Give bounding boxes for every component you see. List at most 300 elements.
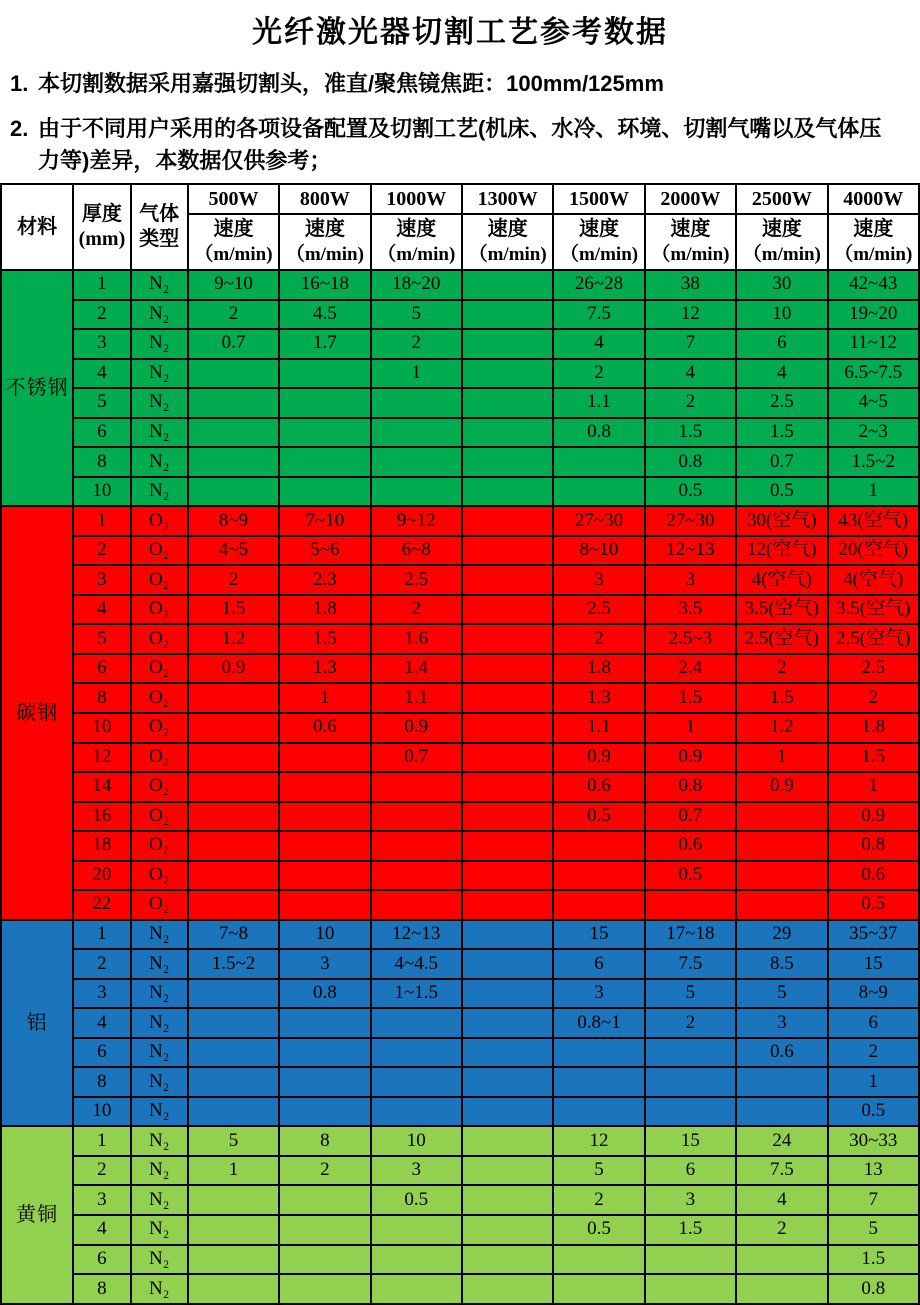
speed-cell-800w [279, 743, 370, 773]
speed-cell-1300w [462, 743, 553, 773]
speed-cell-2000w: 2 [645, 388, 736, 418]
speed-cell-800w [279, 861, 370, 891]
speed-cell-4000w: 20(空气) [828, 536, 919, 566]
header-speed-1000w [371, 214, 462, 270]
speed-cell-4000w: 42~43 [828, 270, 919, 300]
speed-cell-2000w: 12 [645, 300, 736, 330]
speed-cell-1500w: 0.8~1 [553, 1008, 644, 1038]
speed-cell-1000w [371, 802, 462, 832]
speed-cell-1000w: 0.7 [371, 743, 462, 773]
speed-cell-2500w: 1 [736, 743, 827, 773]
speed-cell-4000w: 1 [828, 477, 919, 507]
page-title: 光纤激光器切割工艺参考数据 [252, 16, 668, 49]
speed-label: 速度 [670, 218, 711, 240]
header-row-power [1, 184, 919, 214]
speed-cell-2500w: 30(空气) [736, 506, 827, 536]
speed-cell-1300w [462, 300, 553, 330]
speed-cell-1000w [371, 477, 462, 507]
speed-cell-500w: 1.2 [188, 624, 279, 654]
speed-cell-800w [279, 1067, 370, 1097]
speed-cell-2500w: 8.5 [736, 949, 827, 979]
header-power-1500w: 1500W [553, 184, 644, 214]
speed-cell-4000w: 35~37 [828, 920, 919, 950]
speed-cell-2000w: 1.5 [645, 418, 736, 448]
thickness-cell: 14 [73, 772, 130, 802]
gas-type-cell: O₂ [131, 624, 188, 654]
speed-cell-2500w: 2.5 [736, 388, 827, 418]
speed-cell-500w [188, 802, 279, 832]
speed-cell-500w: 9~10 [188, 270, 279, 300]
note-2 [10, 113, 914, 145]
speed-unit: （m/min) [468, 244, 547, 265]
speed-cell-1000w: 2 [371, 329, 462, 359]
thickness-cell: 22 [73, 890, 130, 920]
speed-cell-1300w [462, 506, 553, 536]
speed-cell-1300w [462, 1008, 553, 1038]
speed-cell-4000w: 1 [828, 772, 919, 802]
speed-cell-2000w: 0.8 [645, 447, 736, 477]
data-row-aluminum-2mm [1, 949, 919, 979]
data-row-carbon-steel-16mm [1, 802, 919, 832]
speed-cell-1500w [553, 1038, 644, 1068]
speed-cell-1000w: 1.6 [371, 624, 462, 654]
speed-cell-1300w [462, 388, 553, 418]
speed-cell-2000w: 0.7 [645, 802, 736, 832]
note-2-text-line1: 由于不同用户采用的各项设备配置及切割工艺(机床、水冷、环境、切割气嘴以及气体压 [38, 116, 882, 141]
speed-cell-1000w: 4~4.5 [371, 949, 462, 979]
thickness-cell: 5 [73, 388, 130, 418]
data-row-stainless-steel-1mm [1, 270, 919, 300]
speed-cell-1500w [553, 890, 644, 920]
speed-cell-1000w: 6~8 [371, 536, 462, 566]
thickness-cell: 4 [73, 1215, 130, 1245]
header-power-2500w: 2500W [736, 184, 827, 214]
speed-cell-1300w [462, 683, 553, 713]
speed-cell-800w: 4.5 [279, 300, 370, 330]
gas-type-cell: N₂ [131, 270, 188, 300]
speed-unit: （m/min) [377, 244, 456, 265]
data-row-carbon-steel-18mm [1, 831, 919, 861]
thickness-cell: 8 [73, 447, 130, 477]
speed-cell-1000w: 3 [371, 1156, 462, 1186]
data-row-carbon-steel-10mm [1, 713, 919, 743]
speed-label: 速度 [579, 218, 620, 240]
speed-cell-2500w: 2 [736, 1215, 827, 1245]
speed-cell-1300w [462, 624, 553, 654]
thickness-cell: 6 [73, 654, 130, 684]
gas-type-cell: O₂ [131, 713, 188, 743]
speed-cell-1300w [462, 1245, 553, 1275]
speed-cell-1000w [371, 1097, 462, 1127]
speed-cell-4000w: 4(空气) [828, 565, 919, 595]
speed-cell-500w [188, 1038, 279, 1068]
speed-cell-2500w [736, 1067, 827, 1097]
speed-cell-4000w: 3.5(空气) [828, 595, 919, 625]
speed-cell-800w: 7~10 [279, 506, 370, 536]
speed-cell-1300w [462, 979, 553, 1009]
speed-cell-4000w: 13 [828, 1156, 919, 1186]
speed-unit: （m/min) [285, 244, 364, 265]
speed-cell-500w: 0.9 [188, 654, 279, 684]
data-row-stainless-steel-3mm [1, 329, 919, 359]
thickness-cell: 6 [73, 1038, 130, 1068]
speed-cell-1000w [371, 1215, 462, 1245]
gas-type-cell: N₂ [131, 1215, 188, 1245]
speed-cell-1000w: 2.5 [371, 565, 462, 595]
speed-cell-800w [279, 1008, 370, 1038]
gas-type-cell: N₂ [131, 329, 188, 359]
speed-cell-800w: 1.5 [279, 624, 370, 654]
speed-cell-500w [188, 683, 279, 713]
speed-cell-1300w [462, 772, 553, 802]
speed-cell-2000w: 3.5 [645, 595, 736, 625]
data-row-carbon-steel-14mm [1, 772, 919, 802]
speed-cell-2500w: 2.5(空气) [736, 624, 827, 654]
speed-cell-1300w [462, 949, 553, 979]
speed-cell-1500w [553, 861, 644, 891]
gas-type-cell: O₂ [131, 683, 188, 713]
speed-cell-4000w: 1.5 [828, 1245, 919, 1275]
speed-cell-1000w: 12~13 [371, 920, 462, 950]
speed-cell-4000w: 30~33 [828, 1126, 919, 1156]
speed-cell-500w: 7~8 [188, 920, 279, 950]
speed-cell-2000w [645, 1097, 736, 1127]
thickness-cell: 2 [73, 949, 130, 979]
speed-cell-2000w: 0.6 [645, 831, 736, 861]
gas-type-cell: N₂ [131, 1156, 188, 1186]
note-1 [10, 68, 914, 100]
speed-cell-4000w: 2 [828, 1038, 919, 1068]
speed-cell-800w: 1.3 [279, 654, 370, 684]
speed-cell-4000w: 1 [828, 1067, 919, 1097]
speed-cell-2000w [645, 890, 736, 920]
speed-cell-1000w [371, 1008, 462, 1038]
speed-cell-800w [279, 1185, 370, 1215]
speed-cell-500w: 4~5 [188, 536, 279, 566]
gas-type-cell: N₂ [131, 1185, 188, 1215]
speed-cell-4000w: 15 [828, 949, 919, 979]
gas-type-cell: N₂ [131, 388, 188, 418]
material-label-stainless-steel: 不锈钢 [1, 270, 73, 506]
speed-cell-2000w: 0.9 [645, 743, 736, 773]
speed-cell-2000w: 17~18 [645, 920, 736, 950]
gas-type-cell: N₂ [131, 418, 188, 448]
speed-cell-4000w: 6 [828, 1008, 919, 1038]
speed-cell-500w [188, 1008, 279, 1038]
header-gas-label-2: 类型 [139, 228, 180, 250]
speed-cell-4000w: 0.6 [828, 861, 919, 891]
speed-cell-500w [188, 713, 279, 743]
speed-cell-2500w: 1.5 [736, 418, 827, 448]
speed-cell-800w [279, 1245, 370, 1275]
speed-cell-500w: 8~9 [188, 506, 279, 536]
speed-cell-500w [188, 477, 279, 507]
cutting-parameters-table [0, 183, 920, 1305]
speed-cell-2500w: 0.7 [736, 447, 827, 477]
speed-cell-1300w [462, 1185, 553, 1215]
thickness-cell: 16 [73, 802, 130, 832]
data-row-aluminum-6mm [1, 1038, 919, 1068]
speed-cell-1500w: 5 [553, 1156, 644, 1186]
speed-cell-800w [279, 1038, 370, 1068]
speed-cell-2500w: 1.5 [736, 683, 827, 713]
speed-cell-1500w: 0.8 [553, 418, 644, 448]
speed-cell-2000w: 6 [645, 1156, 736, 1186]
speed-unit: （m/min) [651, 244, 730, 265]
header-thickness-unit: (mm) [78, 228, 126, 250]
speed-unit: （m/min) [559, 244, 639, 265]
header-speed-1300w [462, 214, 553, 270]
header-speed-800w [279, 214, 370, 270]
speed-cell-500w: 1 [188, 1156, 279, 1186]
material-label-aluminum: 铝 [1, 920, 73, 1127]
header-power-4000w: 4000W [828, 184, 919, 214]
speed-cell-1500w: 1.1 [553, 388, 644, 418]
speed-cell-2500w: 0.9 [736, 772, 827, 802]
header-speed-2000w [645, 214, 736, 270]
speed-cell-1500w: 26~28 [553, 270, 644, 300]
data-row-carbon-steel-1mm [1, 506, 919, 536]
speed-cell-2500w [736, 802, 827, 832]
thickness-cell: 8 [73, 683, 130, 713]
speed-cell-1300w [462, 270, 553, 300]
data-row-aluminum-8mm [1, 1067, 919, 1097]
speed-cell-1300w [462, 359, 553, 389]
speed-unit: （m/min) [742, 244, 821, 265]
speed-cell-1000w: 18~20 [371, 270, 462, 300]
speed-cell-1300w [462, 536, 553, 566]
speed-cell-800w: 8 [279, 1126, 370, 1156]
speed-cell-1000w [371, 1245, 462, 1275]
speed-cell-1000w [371, 1038, 462, 1068]
header-gas-type [131, 184, 188, 270]
header-speed-4000w [828, 214, 919, 270]
speed-cell-1500w [553, 1067, 644, 1097]
table-body [1, 270, 919, 1304]
speed-cell-1500w: 0.5 [553, 802, 644, 832]
speed-cell-2500w [736, 831, 827, 861]
speed-cell-1000w [371, 447, 462, 477]
speed-cell-4000w: 6.5~7.5 [828, 359, 919, 389]
speed-cell-500w: 1.5 [188, 595, 279, 625]
speed-cell-2500w: 4 [736, 359, 827, 389]
speed-cell-4000w: 8~9 [828, 979, 919, 1009]
speed-cell-1000w: 10 [371, 1126, 462, 1156]
note-2-number: 2. [10, 116, 29, 141]
data-row-carbon-steel-22mm [1, 890, 919, 920]
speed-label: 速度 [396, 218, 437, 240]
speed-cell-2000w: 2.4 [645, 654, 736, 684]
speed-cell-2000w: 2.5~3 [645, 624, 736, 654]
data-row-carbon-steel-12mm [1, 743, 919, 773]
speed-cell-1300w [462, 1215, 553, 1245]
gas-type-cell: O₂ [131, 890, 188, 920]
speed-cell-1500w: 1.8 [553, 654, 644, 684]
speed-cell-800w [279, 418, 370, 448]
thickness-cell: 2 [73, 1156, 130, 1186]
speed-cell-2500w: 10 [736, 300, 827, 330]
speed-cell-1000w [371, 772, 462, 802]
speed-cell-1300w [462, 861, 553, 891]
speed-cell-800w [279, 890, 370, 920]
speed-cell-1300w [462, 831, 553, 861]
speed-cell-800w [279, 831, 370, 861]
speed-cell-500w [188, 772, 279, 802]
speed-cell-1500w: 15 [553, 920, 644, 950]
speed-cell-2500w [736, 890, 827, 920]
gas-type-cell: N₂ [131, 949, 188, 979]
notes [10, 68, 914, 177]
speed-cell-1300w [462, 329, 553, 359]
speed-cell-1500w: 1.3 [553, 683, 644, 713]
thickness-cell: 12 [73, 743, 130, 773]
speed-cell-1000w [371, 890, 462, 920]
speed-label: 速度 [304, 218, 345, 240]
speed-cell-1000w: 0.5 [371, 1185, 462, 1215]
speed-cell-1500w: 2.5 [553, 595, 644, 625]
gas-type-cell: N₂ [131, 920, 188, 950]
thickness-cell: 2 [73, 536, 130, 566]
speed-cell-2500w [736, 1097, 827, 1127]
speed-cell-2000w: 5 [645, 979, 736, 1009]
speed-cell-2000w [645, 1038, 736, 1068]
speed-cell-2500w: 5 [736, 979, 827, 1009]
gas-type-cell: O₂ [131, 536, 188, 566]
speed-cell-4000w: 19~20 [828, 300, 919, 330]
header-power-1300w: 1300W [462, 184, 553, 214]
header-thickness-label: 厚度 [81, 203, 122, 225]
data-row-carbon-steel-4mm [1, 595, 919, 625]
header-speed-1500w [553, 214, 644, 270]
speed-cell-2000w: 15 [645, 1126, 736, 1156]
note-2-continued [10, 145, 914, 177]
speed-cell-4000w: 2~3 [828, 418, 919, 448]
speed-cell-2000w: 3 [645, 1185, 736, 1215]
speed-cell-500w [188, 890, 279, 920]
header-gas-label-1: 气体 [139, 203, 180, 225]
speed-cell-2500w: 4 [736, 1185, 827, 1215]
speed-cell-2000w: 12~13 [645, 536, 736, 566]
thickness-cell: 10 [73, 713, 130, 743]
speed-cell-1500w: 2 [553, 624, 644, 654]
speed-cell-1300w [462, 713, 553, 743]
speed-cell-1500w: 0.9 [553, 743, 644, 773]
speed-cell-1500w: 12 [553, 1126, 644, 1156]
speed-cell-1500w: 27~30 [553, 506, 644, 536]
thickness-cell: 3 [73, 329, 130, 359]
speed-cell-2500w: 29 [736, 920, 827, 950]
note-2-text-line2: 力等)差异，本数据仅供参考； [38, 148, 332, 173]
gas-type-cell: N₂ [131, 1274, 188, 1304]
header-power-1000w: 1000W [371, 184, 462, 214]
speed-label: 速度 [213, 218, 254, 240]
gas-type-cell: N₂ [131, 1245, 188, 1275]
gas-type-cell: O₂ [131, 654, 188, 684]
speed-cell-1300w [462, 565, 553, 595]
speed-cell-2500w: 6 [736, 329, 827, 359]
data-row-brass-3mm [1, 1185, 919, 1215]
gas-type-cell: O₂ [131, 772, 188, 802]
gas-type-cell: N₂ [131, 979, 188, 1009]
speed-cell-1300w [462, 890, 553, 920]
speed-cell-4000w: 5 [828, 1215, 919, 1245]
thickness-cell: 5 [73, 624, 130, 654]
speed-cell-1000w: 9~12 [371, 506, 462, 536]
gas-type-cell: N₂ [131, 300, 188, 330]
speed-cell-1000w [371, 1067, 462, 1097]
speed-cell-1000w: 0.9 [371, 713, 462, 743]
speed-cell-2000w: 7 [645, 329, 736, 359]
header-power-800w: 800W [279, 184, 370, 214]
speed-cell-2000w: 0.5 [645, 477, 736, 507]
thickness-cell: 3 [73, 1185, 130, 1215]
thickness-cell: 8 [73, 1274, 130, 1304]
speed-cell-1300w [462, 1097, 553, 1127]
speed-cell-2500w: 30 [736, 270, 827, 300]
speed-label: 速度 [761, 218, 802, 240]
thickness-cell: 20 [73, 861, 130, 891]
data-row-stainless-steel-6mm [1, 418, 919, 448]
thickness-cell: 1 [73, 920, 130, 950]
speed-cell-500w [188, 1097, 279, 1127]
speed-cell-800w [279, 447, 370, 477]
speed-cell-2000w: 4 [645, 359, 736, 389]
thickness-cell: 4 [73, 595, 130, 625]
data-row-aluminum-10mm [1, 1097, 919, 1127]
header-power-2000w: 2000W [645, 184, 736, 214]
header-power-500w: 500W [188, 184, 279, 214]
gas-type-cell: N₂ [131, 1097, 188, 1127]
speed-cell-800w: 2.3 [279, 565, 370, 595]
gas-type-cell: N₂ [131, 477, 188, 507]
speed-cell-1000w: 1~1.5 [371, 979, 462, 1009]
thickness-cell: 4 [73, 359, 130, 389]
gas-type-cell: N₂ [131, 359, 188, 389]
gas-type-cell: N₂ [131, 1038, 188, 1068]
speed-cell-1300w [462, 1156, 553, 1186]
gas-type-cell: O₂ [131, 595, 188, 625]
thickness-cell: 1 [73, 506, 130, 536]
speed-cell-2000w: 7.5 [645, 949, 736, 979]
speed-cell-1300w [462, 802, 553, 832]
thickness-cell: 10 [73, 1097, 130, 1127]
speed-cell-2500w: 3.5(空气) [736, 595, 827, 625]
speed-cell-4000w: 0.8 [828, 831, 919, 861]
speed-cell-500w [188, 1185, 279, 1215]
data-row-carbon-steel-5mm [1, 624, 919, 654]
speed-cell-2000w: 1.5 [645, 1215, 736, 1245]
thickness-cell: 1 [73, 1126, 130, 1156]
data-row-carbon-steel-20mm [1, 861, 919, 891]
speed-cell-1300w [462, 1067, 553, 1097]
note-1-number: 1. [10, 71, 29, 96]
speed-cell-1500w: 3 [553, 979, 644, 1009]
speed-cell-800w [279, 359, 370, 389]
speed-cell-800w: 0.6 [279, 713, 370, 743]
data-row-aluminum-3mm [1, 979, 919, 1009]
data-row-carbon-steel-2mm [1, 536, 919, 566]
speed-cell-800w [279, 1215, 370, 1245]
data-row-stainless-steel-10mm [1, 477, 919, 507]
speed-cell-1300w [462, 1126, 553, 1156]
speed-cell-2000w: 38 [645, 270, 736, 300]
speed-cell-800w [279, 802, 370, 832]
speed-cell-500w [188, 861, 279, 891]
speed-cell-1000w [371, 861, 462, 891]
speed-cell-2500w: 1.2 [736, 713, 827, 743]
thickness-cell: 3 [73, 565, 130, 595]
speed-cell-1500w: 2 [553, 359, 644, 389]
